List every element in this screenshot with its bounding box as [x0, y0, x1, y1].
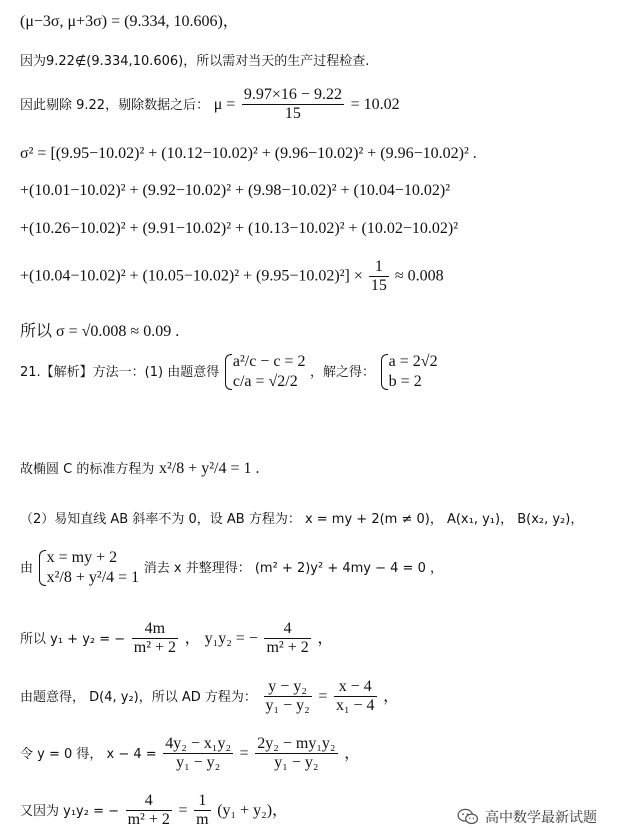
variance-fraction: [369, 258, 389, 296]
line-ab: [20, 508, 583, 527]
system-condition-row1: a²/c − c = 2: [232, 353, 306, 370]
problem21-label: 21.【解析】方法一：(1) 由题意得: [20, 365, 220, 380]
variance-line-1: σ² = [(9.95−10.02)² + (10.12−10.02)² + (9.96−10.02)² + (9.96−10.02)² .: [20, 145, 477, 162]
relation-equals: =: [178, 801, 188, 819]
mean-fraction: [242, 86, 344, 124]
system-solution-row1: a = 2√2: [388, 353, 438, 370]
intercept-numerator-1: 4y₂ − x₁y₂: [163, 735, 233, 754]
problem21-line: [20, 352, 438, 392]
ad-end: ，: [383, 687, 400, 705]
intercept-line: [20, 735, 360, 773]
interval-line: (μ−3σ, μ+3σ) = (9.334, 10.606)，: [20, 13, 239, 30]
elimination-line: [20, 548, 443, 588]
relation-denominator-2: m: [196, 811, 209, 829]
system-solution: [380, 352, 438, 392]
ad-equals: =: [318, 687, 328, 705]
check-line: 因为9.22∉(9.334,10.606)，所以需对当天的生产过程检查.: [20, 54, 370, 69]
vieta-sum: 所以 y₁ + y₂ = −: [20, 631, 126, 647]
vieta-numerator-1: 4m: [132, 620, 178, 639]
ad-fraction-2: [334, 678, 377, 716]
intercept-equals: =: [239, 744, 249, 762]
relation-text: 又因为 y₁y₂ = −: [20, 803, 119, 819]
ad-line: [20, 678, 399, 716]
watermark-text: 高中数学最新试题: [485, 810, 597, 826]
ad-text: 由题意得， D(4, y₂)，所以 AD 方程为：: [20, 689, 257, 705]
system-elimination-row1: x = my + 2: [46, 549, 118, 566]
intercept-fraction-2: [255, 735, 337, 773]
line-ab-text: （2）易知直线 AB 斜率不为 0，设 AB 方程为： x = my + 2(m ≠ 0)， A(x₁, y₁)， B(x₂, y₂)，: [20, 512, 584, 527]
mean-line: [20, 86, 400, 124]
relation-numerator-1: 4: [126, 792, 172, 811]
system-elimination-row2: x²/8 + y²/4 = 1: [46, 569, 140, 586]
wechat-icon: [457, 808, 479, 826]
relation-line: [20, 792, 288, 830]
variance-line-3: +(10.26−10.02)² + (9.91−10.02)² + (10.13−10.02)² + (10.02−10.02)²: [20, 220, 458, 237]
mean-result: = 10.02: [350, 95, 400, 113]
ellipse-equation: x²/8 + y²/4 = 1 .: [158, 460, 260, 477]
mean-text: 因此剔除 9.22，剔除数据之后：: [20, 97, 210, 113]
watermark: [457, 807, 597, 827]
variance-result: ≈ 0.008: [394, 267, 444, 285]
vieta-denominator-2: m² + 2: [266, 639, 309, 657]
solve-text: ，解之得：: [310, 365, 376, 380]
vieta-fraction-1: [132, 620, 178, 658]
system-elimination: [38, 548, 140, 588]
variance-line-2: +(10.01−10.02)² + (9.92−10.02)² + (9.98−10.02)² + (10.04−10.02)²: [20, 182, 450, 199]
variance-denominator: 15: [370, 277, 387, 295]
ellipse-text: 故椭圆 C 的标准方程为: [20, 462, 155, 477]
mean-mu: μ =: [213, 95, 236, 113]
relation-fraction-2: [194, 792, 210, 830]
relation-numerator-2: 1: [194, 792, 210, 811]
variance-terms: +(10.04−10.02)² + (10.05−10.02)² + (9.95−10.02)²] ×: [20, 267, 363, 285]
ad-denominator-2: x₁ − 4: [335, 697, 375, 715]
intercept-denominator-2: y₁ − y₂: [274, 754, 319, 772]
intercept-numerator-2: 2y₂ − my₁y₂: [255, 735, 337, 754]
ad-numerator-2: x − 4: [334, 678, 377, 697]
ellipse-line: [20, 458, 259, 478]
sigma-line: 所以 σ = √0.008 ≈ 0.09 .: [20, 323, 180, 340]
mean-numerator: 9.97×16 − 9.22: [242, 86, 344, 105]
intercept-fraction-1: [163, 735, 233, 773]
ad-numerator-1: y − y₂: [264, 678, 312, 697]
intercept-end: ，: [344, 744, 361, 762]
variance-line-4: [20, 258, 444, 296]
relation-denominator-1: m² + 2: [127, 811, 170, 829]
intercept-text: 令 y = 0 得， x − 4 =: [20, 746, 157, 762]
vieta-fraction-2: [264, 620, 310, 658]
vieta-denominator-1: m² + 2: [133, 639, 177, 657]
variance-numerator: 1: [369, 258, 389, 277]
ad-fraction-1: [264, 678, 312, 716]
relation-fraction-1: [126, 792, 172, 830]
ad-denominator-1: y₁ − y₂: [265, 697, 310, 715]
vieta-product: ， y₁y₂ = −: [184, 629, 258, 647]
mean-denominator: 15: [284, 105, 301, 123]
elimination-post: 消去 x 并整理得： (m² + 2)y² + 4my − 4 = 0 ，: [143, 561, 443, 576]
vieta-numerator-2: 4: [264, 620, 310, 639]
system-condition: [224, 352, 306, 392]
system-condition-row2: c/a = √2/2: [232, 373, 298, 390]
system-solution-row2: b = 2: [388, 373, 422, 390]
relation-end: (y₁ + y₂)，: [217, 801, 289, 819]
elimination-pre: 由: [20, 561, 34, 576]
vieta-line: [20, 620, 333, 658]
vieta-end: ，: [317, 629, 334, 647]
intercept-denominator-1: y₁ − y₂: [176, 754, 221, 772]
